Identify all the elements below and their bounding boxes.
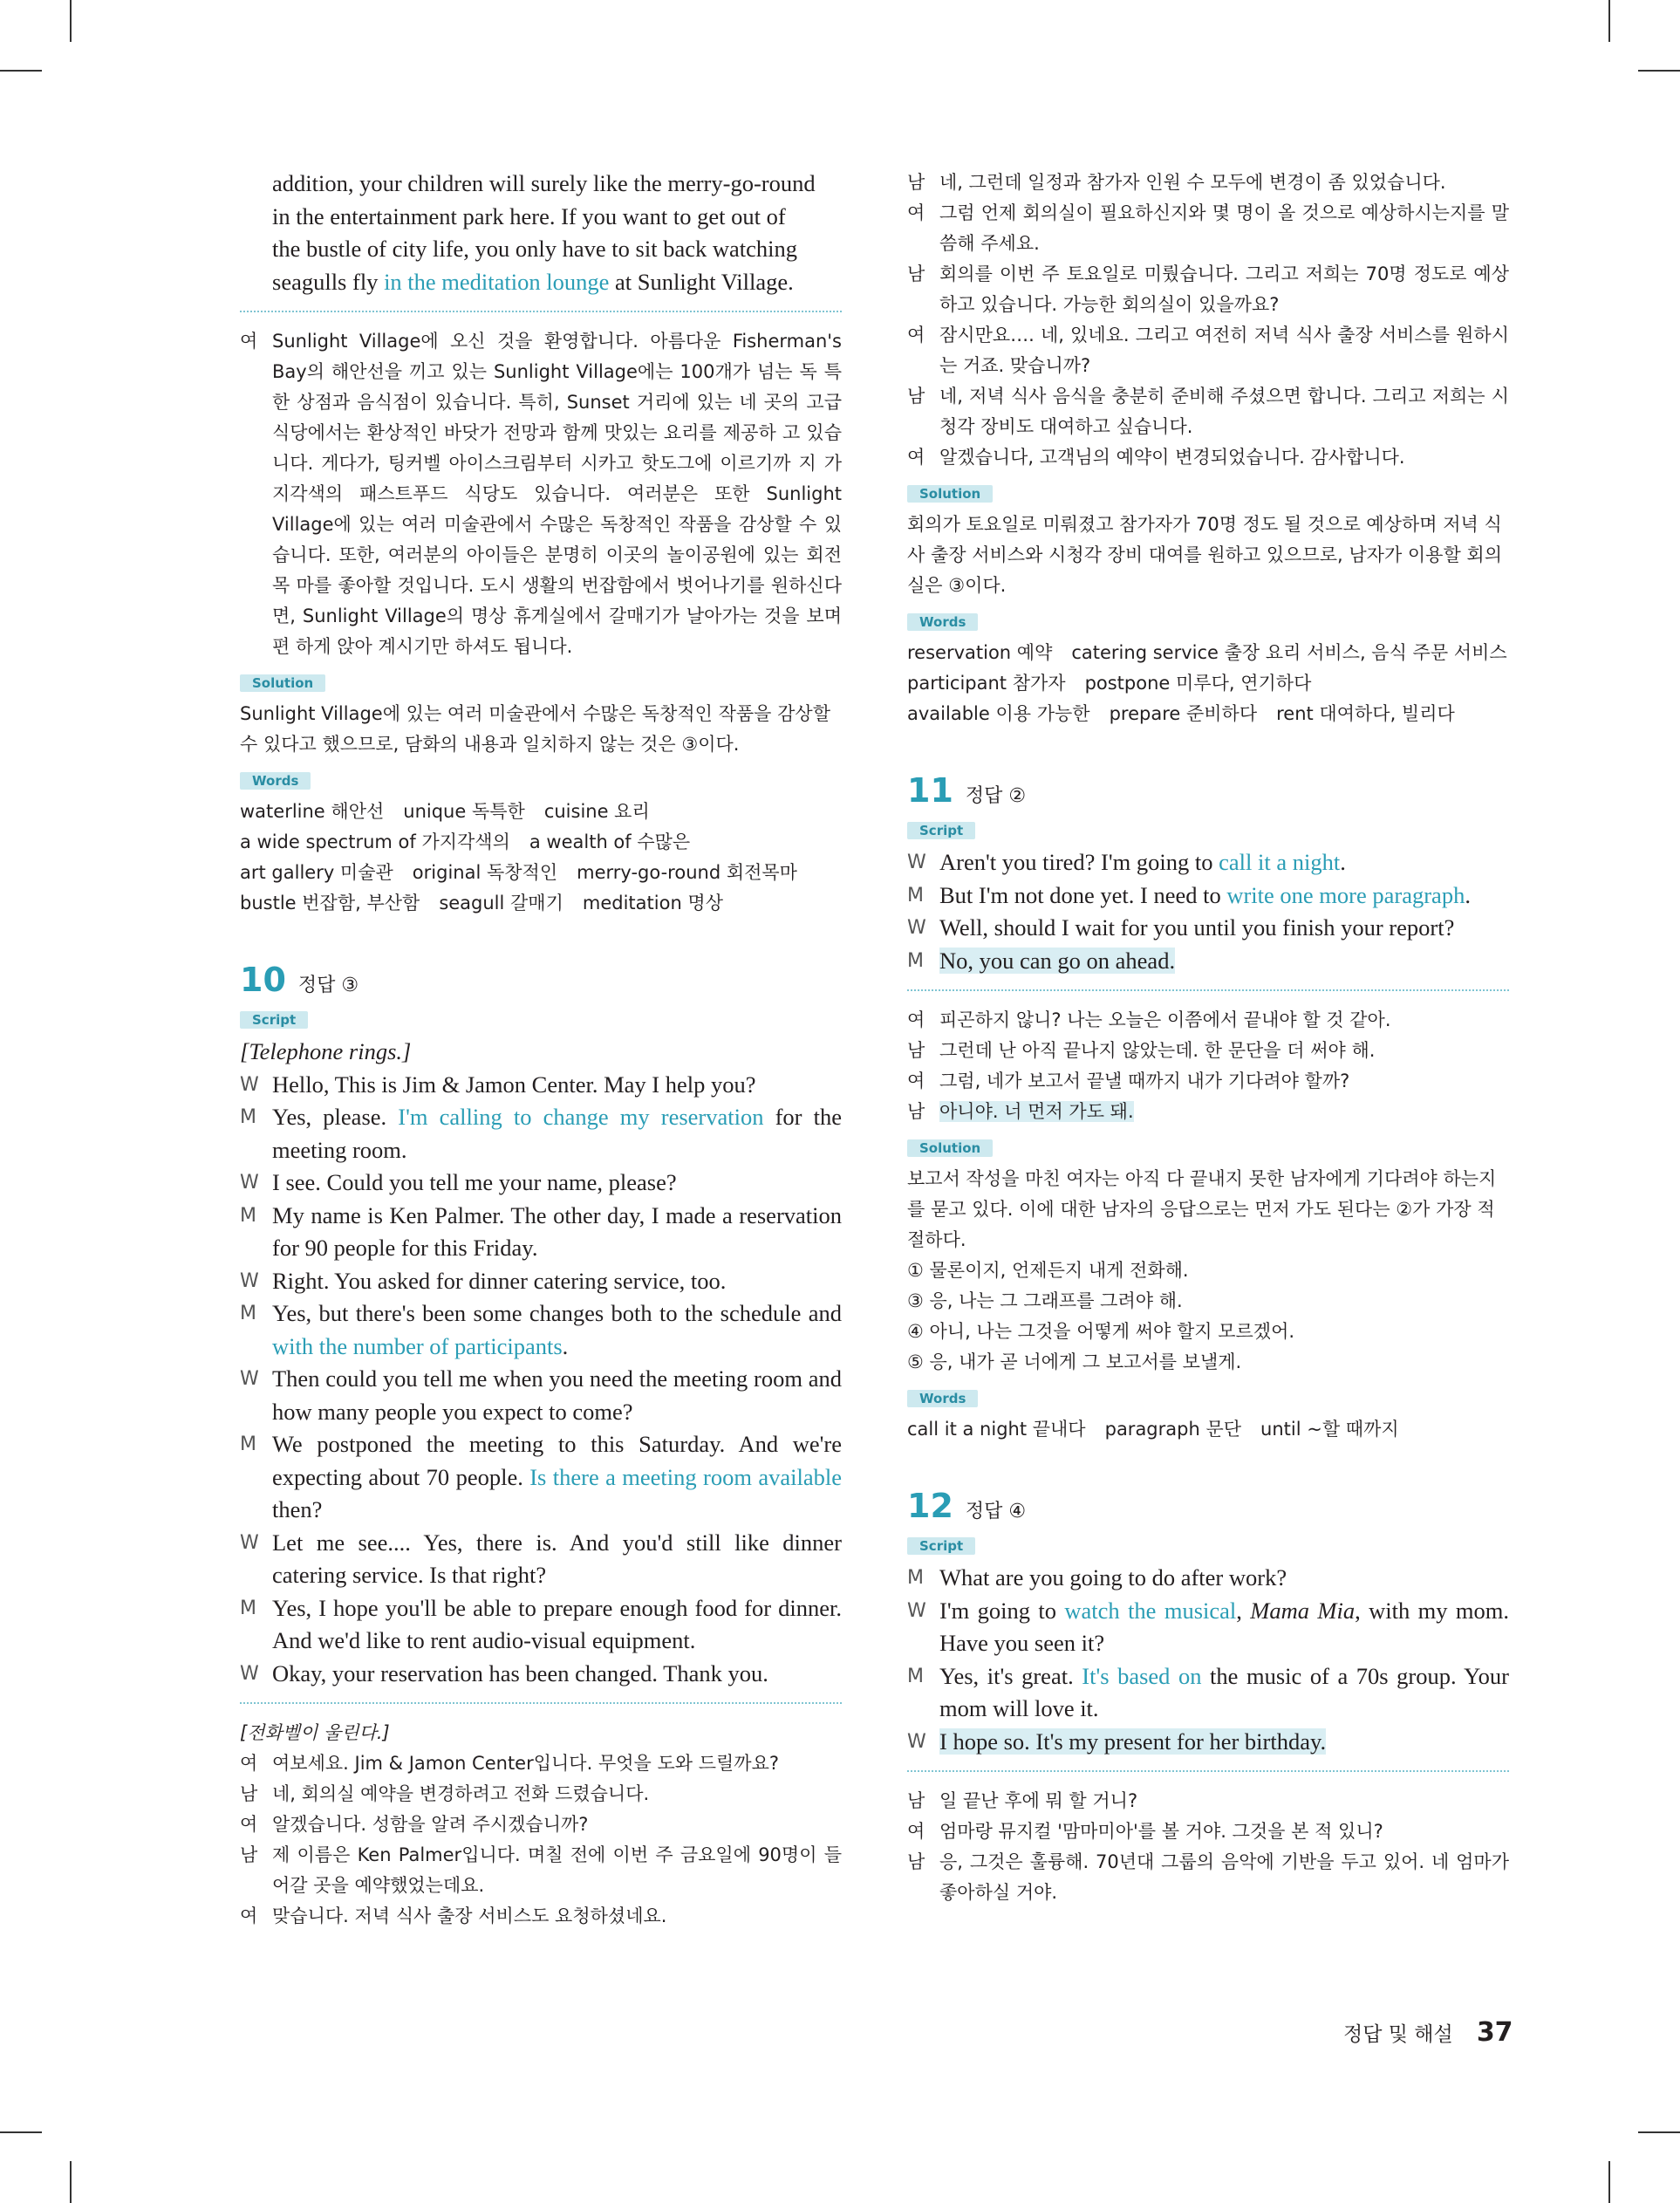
question-number: 10 — [240, 961, 286, 999]
solution-line: 사 출장 서비스와 시청각 장비 대여를 원하고 있으므로, 남자가 이용할 회의 — [907, 544, 1503, 565]
word-entry: call it a night 끝내다 — [907, 1419, 1086, 1440]
text-run: for the meeting room. — [272, 1104, 842, 1163]
korean-text: 그럼 언제 회의실이 필요하신지와 몇 명이 올 것으로 예상하시는지를 말씀해 주세요. — [939, 202, 1509, 254]
speaker-label: M — [907, 1665, 924, 1687]
text-run: seagulls fly — [272, 268, 385, 295]
words-row — [240, 827, 842, 858]
korean-text: 네, 저녁 식사 음식을 충분히 준비해 주셨으면 합니다. 그리고 저희는 시청각 장비도 대여하고 싶습니다. — [939, 386, 1509, 437]
word-entry: cuisine 요리 — [543, 801, 650, 822]
script-label: Script — [907, 822, 975, 839]
script-line — [240, 1101, 842, 1166]
intro-solution-text — [240, 699, 842, 760]
speaker-label: M — [907, 1567, 924, 1589]
speaker-label: W — [907, 917, 926, 939]
words-label: Words — [907, 613, 978, 631]
speaker-label: 남 — [240, 1783, 258, 1804]
crop-mark — [70, 2161, 72, 2203]
speaker-label: 여 — [240, 1905, 258, 1926]
divider — [240, 311, 842, 312]
korean-text: 맞습니다. 저녁 식사 출장 서비스도 요청하셨네요. — [272, 1905, 667, 1926]
words-row — [240, 858, 842, 888]
korean-text: 일 끝난 후에 뭐 할 거니? — [939, 1790, 1138, 1811]
text-run: , with my mom. Have you seen it? — [939, 1597, 1510, 1656]
question-10-header — [240, 961, 842, 999]
speaker-label: 남 — [907, 1101, 925, 1122]
intro-korean-text: Sunlight Village에 오신 것을 환영합니다. 아름다운 Fisherman's Bay의 해안선을 끼고 있는 Sunlight Village에는 100개가 넘는 독 특한 상점과 음식점이 있습니다. 특히, Sunset 거리에 있는 네 곳의 고급 식당에서는 환상적인 바닷가 전망과 함께 맛있는 요리를 제공하 고 있습니다. 게다가, 팅커벨 아이스크림부터 시카고 핫도그에 이르기까 지 가지각색의 패스트푸드 식당도 있습니다. 여러분은 또한 Sunlight Village에 있는 여러 미술관에서 수많은 독창적인 작품을 감상할 수 있 습니다. 또한, 여러분의 아이들은 분명히 이곳의 놀이공원에 있는 회전목 마를 좋아할 것입니다. 도시 생활의 번잡함에서 벗어나기를 원하신다면, Sunlight Village의 명상 휴게실에서 갈매기가 날아가는 것을 보며 편 하게 앉아 계시기만 하셔도 됩니다. — [272, 331, 842, 657]
text-run: the bustle of city life, you only have to sit back watching — [272, 236, 797, 262]
korean-text: 잠시만요…. 네, 있네요. 그리고 여전히 저녁 식사 출장 서비스를 원하시는 거죠. 맞습니까? — [939, 325, 1509, 376]
speaker-label: 남 — [907, 386, 925, 407]
script-text — [939, 1663, 1509, 1722]
right-column — [907, 168, 1509, 1908]
speaker-label: 여 — [240, 1814, 258, 1835]
speaker-label: M — [240, 1204, 256, 1227]
korean-line — [240, 1779, 842, 1810]
script-text — [272, 1595, 842, 1654]
word-entry: art gallery 미술관 — [240, 862, 393, 883]
korean-text: 아니야. 너 먼저 가도 돼. — [939, 1101, 1134, 1122]
question-number: 11 — [907, 771, 953, 810]
word-entry: original 독창적인 — [412, 862, 558, 883]
text-run: Right. You asked for dinner catering service, too. — [272, 1267, 727, 1294]
text-run: . — [1465, 881, 1471, 908]
solution-label: Solution — [907, 1139, 993, 1157]
crop-mark — [0, 2131, 42, 2133]
korean-line — [907, 381, 1509, 442]
script-text — [272, 1300, 842, 1359]
script-text — [272, 1071, 755, 1098]
highlighted-phrase: with the number of participants — [272, 1332, 563, 1359]
word-entry: meditation 명상 — [582, 893, 724, 913]
speaker-label: 여 — [907, 1009, 925, 1030]
text-run: addition, your children will surely like the merry-go-round — [272, 170, 816, 196]
script-line — [907, 912, 1509, 945]
words-row — [240, 797, 842, 827]
korean-note: [전화벨이 울린다.] — [240, 1722, 390, 1743]
q10-solution-text — [907, 510, 1509, 601]
korean-line — [907, 1786, 1509, 1816]
script-text — [939, 849, 1346, 875]
text-run: Mama Mia — [1250, 1597, 1356, 1624]
script-line — [240, 266, 842, 299]
words-row — [907, 638, 1509, 668]
choice-item: ⑤ 응, 내가 곧 너에게 그 보고서를 보낼게. — [907, 1351, 1242, 1372]
footer-title: 정답 및 해설 — [1343, 2023, 1453, 2046]
solution-line: 절하다. — [907, 1229, 966, 1250]
word-entry: a wide spectrum of 가지각색의 — [240, 831, 510, 852]
crop-mark — [0, 70, 42, 72]
word-entry: seagull 갈매기 — [439, 893, 563, 913]
script-text — [939, 914, 1454, 941]
text-run: , — [1236, 1597, 1251, 1624]
korean-text: 그런데 난 아직 끝나지 않았는데. 한 문단을 더 써야 해. — [939, 1040, 1376, 1061]
speaker-label: 남 — [907, 1790, 925, 1811]
script-text — [939, 1564, 1287, 1591]
script-note: [Telephone rings.] — [240, 1038, 412, 1064]
page-footer — [1343, 2017, 1513, 2048]
script-text — [939, 882, 1471, 908]
script-line — [240, 1166, 842, 1200]
speaker-label: M — [240, 1106, 256, 1128]
intro-words-list — [240, 797, 842, 919]
speaker-label: M — [240, 1597, 256, 1619]
text-run: But I'm not done yet. I need to — [939, 881, 1227, 908]
words-label: Words — [240, 772, 311, 790]
text-run: No, you can go on ahead. — [939, 947, 1176, 974]
word-entry: a wealth of 수많은 — [529, 831, 691, 852]
korean-text: 응, 그것은 훌륭해. 70년대 그룹의 음악에 기반을 두고 있어. 네 엄마가 좋아하실 거야. — [939, 1851, 1509, 1903]
word-entry: unique 독특한 — [403, 801, 525, 822]
korean-text: 피곤하지 않니? 나는 오늘은 이쯤에서 끝내야 할 것 같아. — [939, 1009, 1391, 1030]
speaker-label: 남 — [907, 172, 925, 193]
script-line — [240, 1428, 842, 1527]
choice-item: ③ 응, 나는 그 그래프를 그려야 해. — [907, 1290, 1183, 1311]
q11-words-list — [907, 1414, 1509, 1445]
divider — [907, 1770, 1509, 1772]
script-line — [240, 1297, 842, 1363]
crop-mark — [1608, 0, 1610, 42]
word-entry: merry-go-round 회전목마 — [577, 862, 797, 883]
korean-line — [907, 168, 1509, 198]
korean-line — [907, 198, 1509, 259]
script-line — [240, 201, 842, 234]
text-run: Yes, but there's been some changes both to the schedule and — [272, 1300, 842, 1326]
script-text — [272, 1431, 842, 1522]
solution-line: 회의가 토요일로 미뤄졌고 참가자가 70명 정도 될 것으로 예상하며 저녁 식 — [907, 514, 1502, 535]
word-entry: until ~할 때까지 — [1260, 1419, 1399, 1440]
speaker-label: W — [240, 1073, 259, 1096]
korean-text: 네, 회의실 예약을 변경하려고 전화 드렸습니다. — [272, 1783, 650, 1804]
korean-line — [240, 1840, 842, 1901]
korean-line — [907, 1005, 1509, 1036]
answer-text: 정답 ③ — [297, 975, 359, 996]
highlighted-phrase: write one more paragraph — [1226, 881, 1465, 908]
word-entry: rent 대여하다, 빌리다 — [1276, 703, 1455, 724]
text-run: What are you going to do after work? — [939, 1564, 1287, 1591]
words-row — [907, 1414, 1509, 1445]
korean-text: 여보세요. Jim & Jamon Center입니다. 무엇을 도와 드릴까요? — [272, 1753, 780, 1774]
korean-line — [907, 259, 1509, 320]
speaker-label: W — [240, 1172, 259, 1194]
korean-line — [907, 442, 1509, 473]
korean-line — [907, 1847, 1509, 1908]
script-line — [240, 1658, 842, 1691]
solution-label: Solution — [240, 674, 325, 692]
script-line — [907, 846, 1509, 879]
script-line — [240, 1592, 842, 1658]
crop-mark — [1638, 2131, 1680, 2133]
korean-text: 그럼, 네가 보고서 끝낼 때까지 내가 기다려야 할까? — [939, 1071, 1350, 1091]
text-run: I'm going to — [939, 1597, 1065, 1624]
speaker-label: 여 — [907, 1821, 925, 1842]
q10-korean-translation-part1 — [240, 1748, 842, 1932]
answer-text: 정답 ② — [965, 785, 1027, 807]
q12-korean-translation — [907, 1786, 1509, 1908]
text-run: in the entertainment park here. If you want to get out of — [272, 202, 786, 229]
highlighted-phrase: I'm calling to change my reservation — [398, 1104, 764, 1130]
word-entry: waterline 해안선 — [240, 801, 385, 822]
solution-line: 수 있다고 했으므로, 담화의 내용과 일치하지 않는 것은 ③이다. — [240, 734, 740, 755]
q11-choices-list — [907, 1255, 1509, 1378]
solution-line: 보고서 작성을 마친 여자는 아직 다 끝내지 못한 남자에게 기다려야 하는지 — [907, 1168, 1497, 1189]
question-12-header — [907, 1487, 1509, 1525]
korean-text: 알겠습니다. 성함을 알려 주시겠습니까? — [272, 1814, 589, 1835]
text-run: I see. Could you tell me your name, please? — [272, 1169, 677, 1195]
word-entry: bustle 번잡함, 부산함 — [240, 893, 420, 913]
word-entry: participant 참가자 — [907, 673, 1066, 694]
text-run: then? — [272, 1496, 323, 1522]
speaker-label: 여 — [907, 1071, 925, 1091]
word-entry: prepare 준비하다 — [1109, 703, 1258, 724]
speaker-label: M — [240, 1433, 256, 1455]
text-run: the music of a 70s group. Your mom will love it. — [939, 1662, 1509, 1721]
speaker-label: 여 — [907, 202, 925, 223]
text-run: My name is Ken Palmer. The other day, I made a reservation for 90 people for this Friday. — [272, 1201, 842, 1261]
words-label: Words — [907, 1390, 978, 1407]
korean-line — [240, 1748, 842, 1779]
script-text — [939, 948, 1175, 974]
crop-mark — [1608, 2161, 1610, 2203]
word-entry: catering service 출장 요리 서비스, 음식 주문 서비스 — [1071, 642, 1507, 663]
script-line — [907, 945, 1509, 978]
script-text — [939, 1598, 1509, 1657]
speaker-label: 남 — [907, 1851, 925, 1872]
solution-label: Solution — [907, 485, 993, 503]
q10-english-script — [240, 1069, 842, 1691]
korean-text: 엄마랑 뮤지컬 '맘마미아'를 볼 거야. 그것을 본 적 있니? — [939, 1821, 1383, 1842]
script-text — [939, 1728, 1326, 1755]
speaker-label: 여 — [240, 331, 258, 352]
korean-line — [907, 1066, 1509, 1097]
intro-english-script — [240, 168, 842, 298]
script-text — [272, 1202, 842, 1262]
highlighted-phrase: Is there a meeting room available — [529, 1463, 842, 1490]
script-text — [272, 1104, 842, 1163]
script-text — [272, 1660, 768, 1686]
words-row — [240, 888, 842, 919]
script-text — [272, 1169, 677, 1195]
solution-line: Sunlight Village에 있는 여러 미술관에서 수많은 독창적인 작품을 감상할 — [240, 703, 830, 724]
word-entry: available 이용 가능한 — [907, 703, 1090, 724]
speaker-label: W — [907, 852, 926, 873]
crop-mark — [1638, 70, 1680, 72]
highlighted-phrase: It's based on — [1082, 1662, 1202, 1689]
script-line — [907, 1660, 1509, 1726]
korean-text: 제 이름은 Ken Palmer입니다. 며칠 전에 이번 주 금요일에 90명이 들어갈 곳을 예약했었는데요. — [272, 1844, 842, 1896]
words-row — [907, 699, 1509, 729]
speaker-label: W — [240, 1662, 259, 1685]
script-line — [907, 1595, 1509, 1660]
solution-line: 를 묻고 있다. 이에 대한 남자의 응답으로는 먼저 가도 된다는 ②가 가장 적 — [907, 1199, 1495, 1220]
text-run: Yes, it's great. — [939, 1662, 1082, 1689]
highlighted-phrase: watch the musical — [1064, 1597, 1237, 1624]
script-line — [240, 1069, 842, 1102]
script-line — [907, 879, 1509, 913]
speaker-label: W — [240, 1269, 259, 1292]
script-label: Script — [240, 1011, 308, 1029]
highlighted-phrase: call it a night — [1219, 849, 1341, 875]
speaker-label: 여 — [240, 1753, 258, 1774]
script-text — [272, 1365, 842, 1425]
speaker-label: 여 — [907, 325, 925, 346]
speaker-label: M — [907, 949, 924, 972]
choice-item: ① 물론이지, 언제든지 내게 전화해. — [907, 1260, 1189, 1281]
script-text — [272, 1529, 842, 1589]
text-run: Yes, I hope you'll be able to prepare enough food for dinner. And we'd like to rent audio-visual equipment. — [272, 1594, 842, 1653]
words-row — [907, 668, 1509, 699]
q11-solution-text — [907, 1164, 1509, 1255]
speaker-label: W — [240, 1531, 259, 1554]
word-entry: reservation 예약 — [907, 642, 1053, 663]
speaker-label: 여 — [907, 447, 925, 468]
highlighted-phrase: in the meditation lounge — [384, 268, 610, 295]
script-text — [272, 1268, 726, 1294]
korean-line — [907, 1816, 1509, 1847]
q10-korean-translation-part2 — [907, 168, 1509, 473]
speaker-label: W — [907, 1599, 926, 1622]
script-line — [240, 1363, 842, 1428]
script-line — [240, 1527, 842, 1592]
speaker-label: W — [907, 1730, 926, 1753]
q10-words-list — [907, 638, 1509, 729]
script-label: Script — [907, 1537, 975, 1555]
korean-line — [907, 1036, 1509, 1066]
divider — [907, 989, 1509, 991]
script-line — [240, 233, 842, 266]
speaker-label: 남 — [907, 1040, 925, 1061]
word-entry: postpone 미루다, 연기하다 — [1084, 673, 1312, 694]
speaker-label: M — [907, 884, 924, 907]
script-line — [907, 1562, 1509, 1595]
word-entry: paragraph 문단 — [1104, 1419, 1242, 1440]
q12-english-script — [907, 1562, 1509, 1758]
script-line — [240, 168, 842, 201]
text-run: at Sunlight Village. — [609, 268, 794, 295]
korean-line — [907, 320, 1509, 381]
speaker-label: 남 — [240, 1844, 258, 1865]
text-run: Then could you tell me when you need the meeting room and how many people you expect to come? — [272, 1365, 842, 1425]
choice-item: ④ 아니, 나는 그것을 어떻게 써야 할지 모르겠어. — [907, 1321, 1295, 1342]
text-run: . — [1340, 849, 1346, 875]
page-number: 37 — [1476, 2017, 1513, 2048]
speaker-label: 남 — [907, 263, 925, 284]
korean-text: 네, 그런데 일정과 참가자 인원 수 모두에 변경이 좀 있었습니다. — [939, 172, 1446, 193]
korean-line — [240, 1810, 842, 1840]
question-11-header — [907, 771, 1509, 810]
text-run: I hope so. It's my present for her birthday. — [939, 1728, 1327, 1755]
text-run: Let me see.... Yes, there is. And you'd still like dinner catering service. Is that right? — [272, 1529, 842, 1588]
solution-line: 실은 ③이다. — [907, 575, 1007, 596]
divider — [240, 1702, 842, 1704]
speaker-label: W — [240, 1368, 259, 1390]
question-number: 12 — [907, 1487, 953, 1525]
text-run: Aren't you tired? I'm going to — [939, 849, 1219, 875]
text-run: Well, should I wait for you until you finish your report? — [939, 914, 1455, 941]
script-line — [907, 1726, 1509, 1759]
left-column — [240, 168, 842, 1932]
text-run: . — [562, 1332, 569, 1359]
crop-mark — [70, 0, 72, 42]
script-line — [240, 1265, 842, 1298]
script-line — [240, 1200, 842, 1265]
intro-korean-paragraph — [240, 326, 842, 662]
answer-text: 정답 ④ — [965, 1501, 1027, 1522]
korean-line — [907, 1097, 1509, 1127]
text-run: We postponed the meeting to this Saturday. And we're expecting about 70 people. — [272, 1431, 842, 1490]
korean-line — [240, 1901, 842, 1932]
text-run: Okay, your reservation has been changed. Thank you. — [272, 1659, 768, 1686]
q11-english-script — [907, 846, 1509, 977]
korean-text: 알겠습니다, 고객님의 예약이 변경되었습니다. 감사합니다. — [939, 447, 1405, 468]
intro-korean-translation — [240, 326, 842, 662]
q11-korean-translation — [907, 1005, 1509, 1127]
text-run: Yes, please. — [272, 1104, 399, 1130]
text-run: Hello, This is Jim & Jamon Center. May I help you? — [272, 1071, 756, 1098]
speaker-label: M — [240, 1303, 256, 1324]
korean-text: 회의를 이번 주 토요일로 미뤘습니다. 그리고 저희는 70명 정도로 예상하고 있습니다. 가능한 회의실이 있을까요? — [939, 263, 1509, 315]
